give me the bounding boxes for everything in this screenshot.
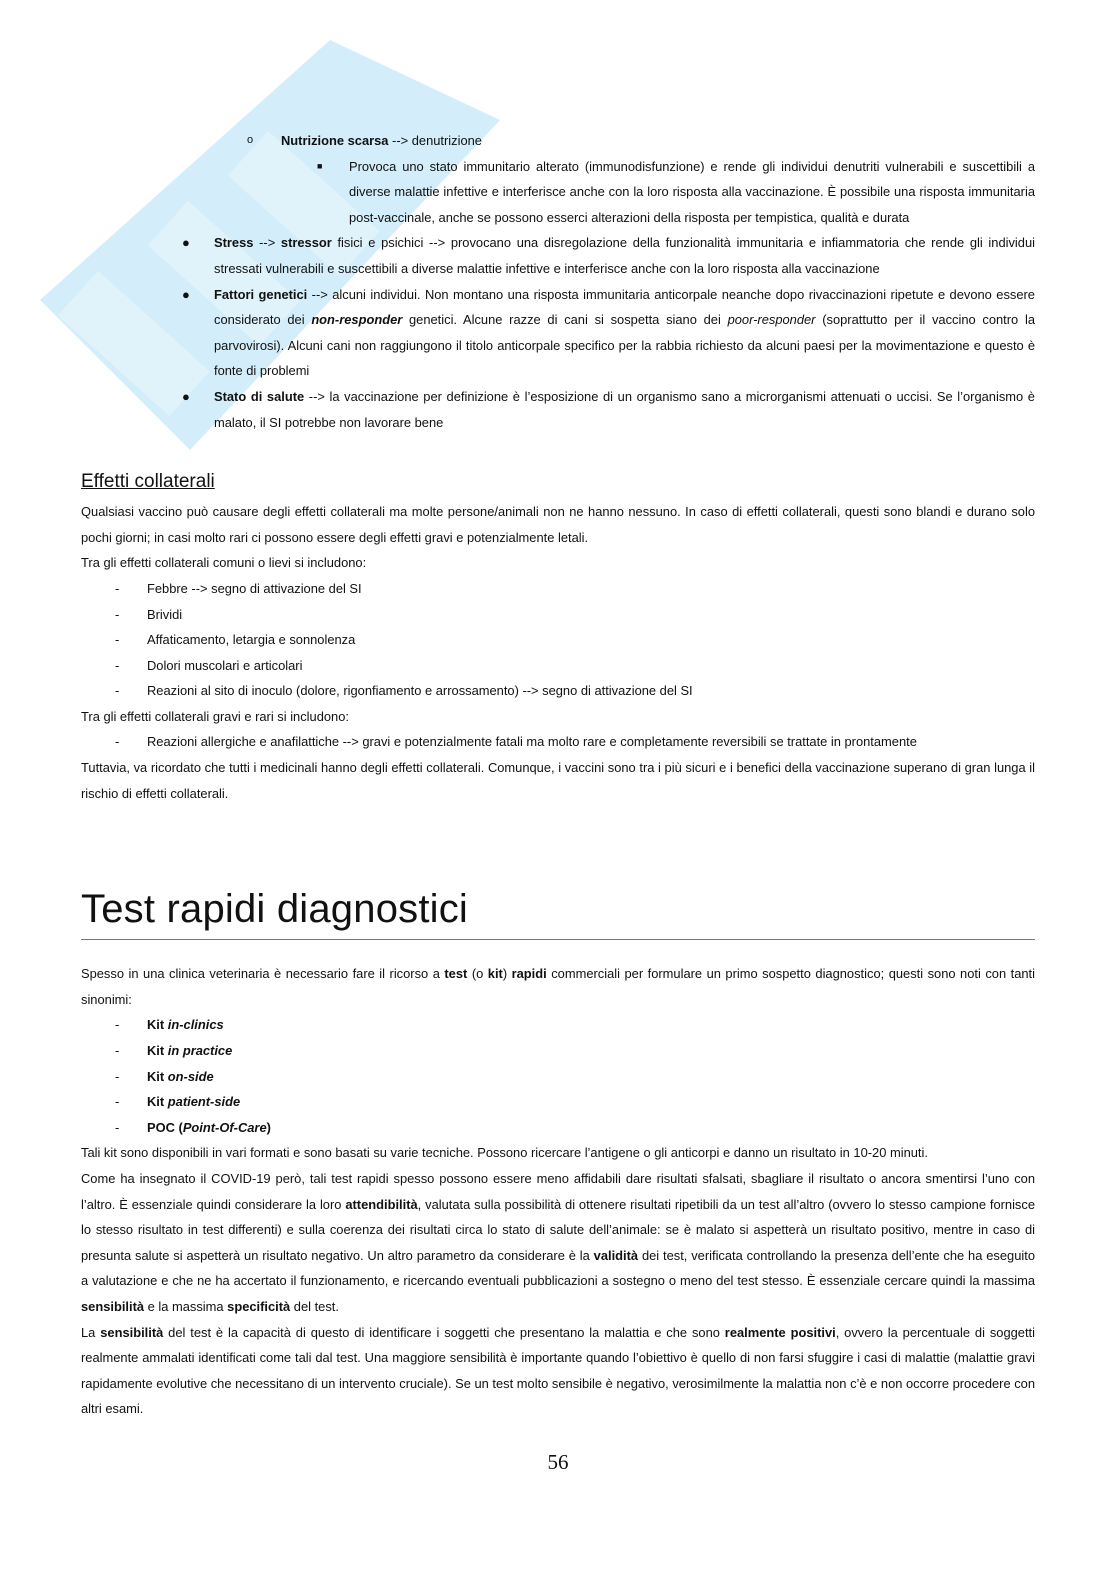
dash-list-item: - Kit on-side xyxy=(115,1068,214,1084)
paragraph: Tra gli effetti collaterali gravi e rari si includono: xyxy=(81,708,349,724)
circle-bullet-icon: o xyxy=(247,134,254,146)
paragraph: Tuttavia, va ricordato che tutti i medicinali hanno degli effetti collaterali. Comunque, i vaccini sono tra i più sicuri e i benefici della vaccinazione superano di gran lunga il rischio di effetti collaterali. xyxy=(81,760,1035,801)
bullet-stress: ● Stress --> stressor fisici e psichici --> provocano una disregolazione della funzionalità immunitaria e infiammatoria che rende gli individui stressati vulnerabili e suscettibili a diverse malattie infettive e interferisce anche con la loro risposta alla vaccinazione xyxy=(81,230,1035,281)
dash-list-item: - Dolori muscolari e articolari xyxy=(115,657,303,673)
paragraph: Qualsiasi vaccino può causare degli effetti collaterali ma molte persone/animali non ne hanno nessuno. In caso di effetti collaterali, questi sono blandi e durano solo pochi giorni; in casi molto rari ci possono essere degli effetti gravi e potenzialmente letali. xyxy=(81,504,1035,545)
bullet-dot-icon: ● xyxy=(182,235,190,251)
dash-list-item: - Kit in-clinics xyxy=(115,1017,224,1033)
bullet-stato-di-salute: ● Stato di salute --> la vaccinazione per definizione è l’esposizione di un organismo sano a microrganismi attenuati o uccisi. Se l’organismo è malato, il SI potrebbe non lavorare bene xyxy=(81,384,1035,435)
paragraph-sensibilita: La sensibilità del test è la capacità di questo di identificare i soggetti che presentano la malattia e che sono realmente positivi, ovvero la percentuale di soggetti realmente ammalati identificati come tali dal test. Una maggiore sensibilità è importante quando l’obiettivo è quello di non farsi sfuggire i casi di malattie (malattie gravi rapidamente evolutive che necessitano di un intervento cruciale). Se un test molto sensibile è negativo, verosimilmente la malattia non c’è e non occorre procedere con altri esami. xyxy=(81,1324,1036,1417)
dash-list-item: - POC (Point-Of-Care) xyxy=(115,1119,271,1135)
paragraph-intro: Spesso in una clinica veterinaria è necessario fare il ricorso a test (o kit) rapidi commerciali per formulare un primo sospetto diagnostico; questi sono noti con tanti sinonimi: xyxy=(81,966,1035,1007)
paragraph-covid: Come ha insegnato il COVID-19 però, tali test rapidi spesso possono essere meno affidabili dare risultati sfalsati, sbagliare il risultato o ancora smentirsi l’uno con l’altro. È essenziale quindi considerare la loro attendibilità, valutata sulla possibilità di ottenere risultati ripetibili da un test all’altro (ovvero lo stesso campione fornisce lo stesso risultato in test differenti) e sulla coerenza dei risultati circa lo stato di salute dell’animale: se è malato si aspetterà un risultato positivo, mentre in caso di presunta salute si aspetterà un risultato negativo. Un altro parametro da considerare è la validità dei test, verificata controllando la presenza dell’ente che ha eseguito a valutazione e che ne ha accertato il funzionamento, e ricercando eventuali pubblicazioni a sostegno o meno del test stesso. È essenziale cercare quindi la massima sensibilità e la massima specificità del test. xyxy=(81,1171,1035,1314)
dash-list-item: - Reazioni allergiche e anafilattiche --> gravi e potenzialmente fatali ma molto rare e completamente reversibili se trattate in prontamente xyxy=(115,734,917,750)
dash-list-item: - Brividi xyxy=(115,606,183,622)
bullet-dot-icon: ● xyxy=(182,388,190,404)
bullet-fattori-genetici: ● Fattori genetici --> alcuni individui. Non montano una risposta immunitaria anticorpale neanche dopo rivaccinazioni ripetute e devono essere considerato dei non-responder genetici. Alcune razze di cani si sospetta siano dei poor-responder (soprattutto per il vaccino contro la parvovirosi). Alcuni cani non raggiungono il titolo anticorpale specifico per la rabbia richiesto da alcuni paesi per la movimentazione e questo è fonte di problemi xyxy=(81,282,1035,384)
page-body xyxy=(81,128,1035,1422)
section-heading-effetti: Effetti collaterali xyxy=(81,471,215,493)
dash-list-item: - Affaticamento, letargia e sonnolenza xyxy=(115,632,356,648)
square-bullet-icon: ■ xyxy=(317,160,323,171)
dash-list-item: - Kit patient-side xyxy=(115,1094,241,1110)
sub-sub-bullet-detail: ■ Provoca uno stato immunitario alterato (immunodisfunzione) e rende gli individui denutriti vulnerabili e suscettibili a diverse malattie infettive e interferisce anche con la loro risposta alla vaccinazione. È possibile una risposta immunitaria post-vaccinale, anche se possono esserci alterazioni della risposta per tempistica, qualità e durata xyxy=(81,154,1035,231)
paragraph: Tali kit sono disponibili in vari formati e sono basati su varie tecniche. Possono ricercare l’antigene o gli anticorpi e danno un risultato in 10-20 minuti. xyxy=(81,1145,928,1161)
bullet-dot-icon: ● xyxy=(182,286,190,302)
page-number: 56 xyxy=(547,1450,569,1474)
dash-list-item: - Kit in practice xyxy=(115,1043,233,1059)
paragraph: Tra gli effetti collaterali comuni o lievi si includono: xyxy=(81,555,367,571)
dash-list-item: - Febbre --> segno di attivazione del SI xyxy=(115,580,362,596)
dash-list-item: - Reazioni al sito di inoculo (dolore, rigonfiamento e arrossamento) --> segno di attivazione del SI xyxy=(115,683,693,699)
sub-bullet-nutrizione: o Nutrizione scarsa --> denutrizione xyxy=(81,128,1035,154)
chapter-title: Test rapidi diagnostici xyxy=(81,885,1035,940)
